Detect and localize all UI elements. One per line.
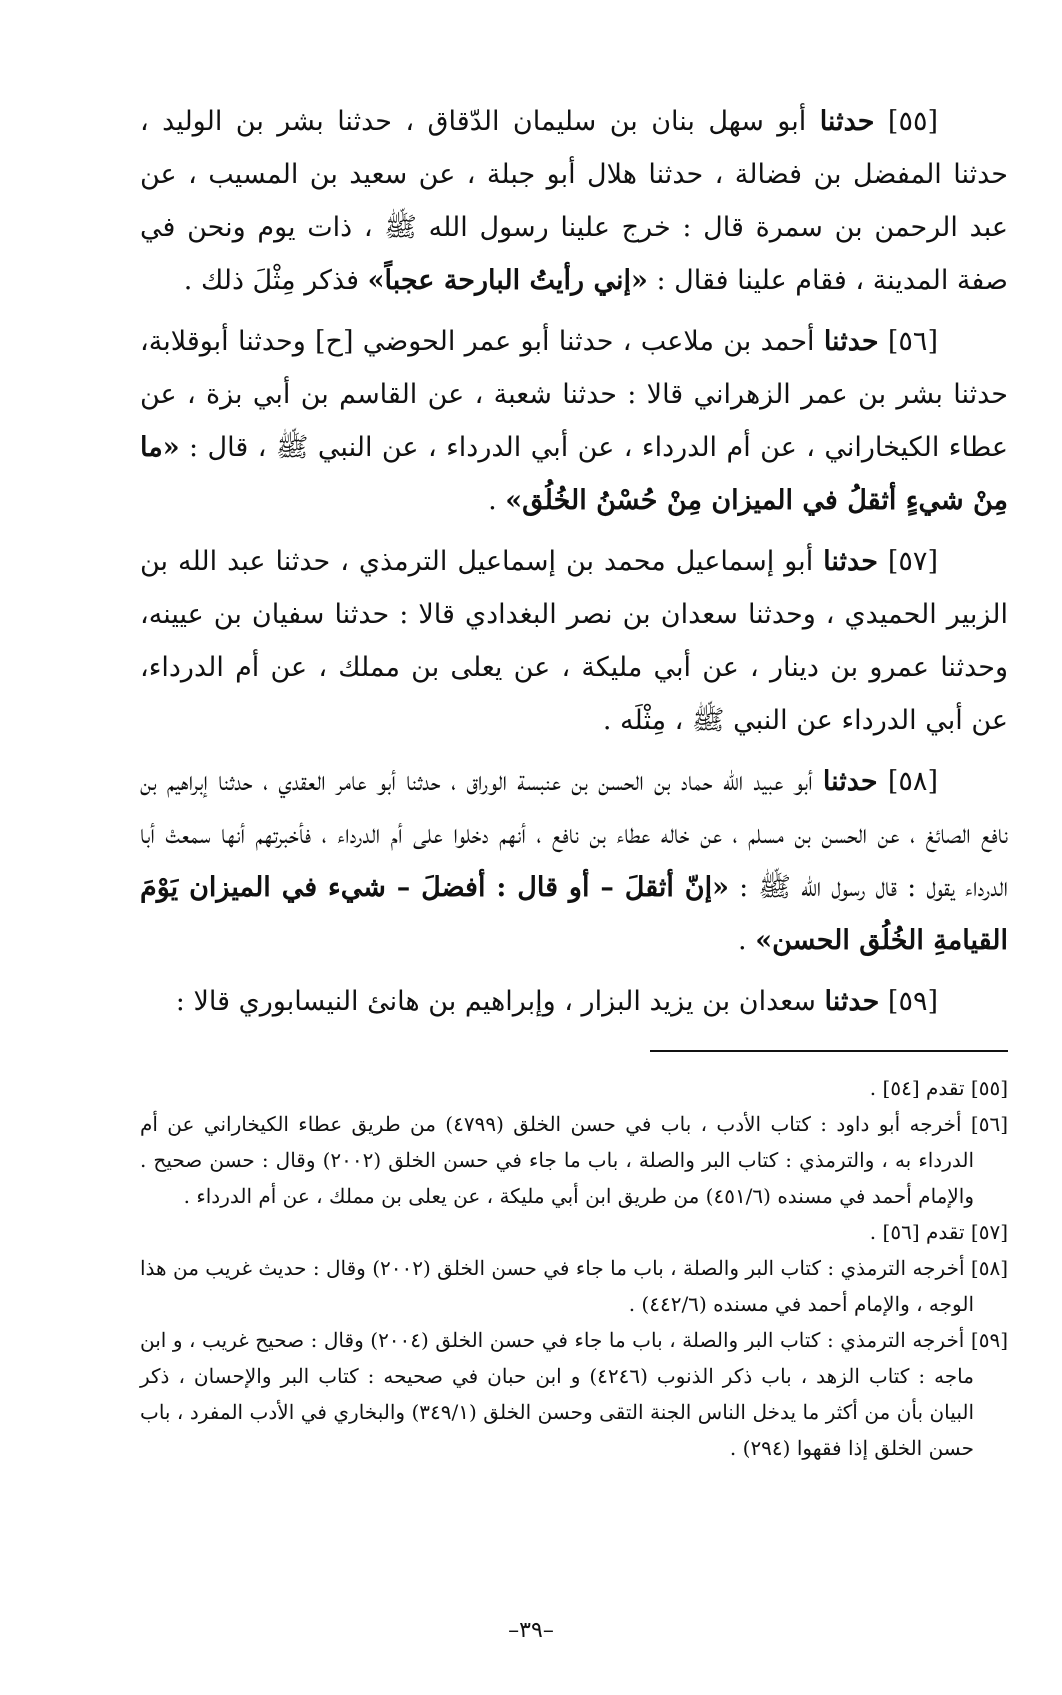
hadith-text: أبو إسماعيل محمد بن إسماعيل الترمذي ، حدثنا عبد الله بن الزبير الحميدي ، وحدثنا سعدان بن نصر البغدادي قالا : حدثنا سفيان بن عيينه، وحدثنا عمرو بن دينار ، عن أبي مليكة ، عن يعلى بن مملك ، عن أم الدرداء، عن أبي الدرداء عن النبي ﷺ ، مِثْلَه . (140, 546, 1008, 736)
hadith-saying: «إنّ أثقلَ – أو قال : أفضلَ – شيء في الميزان يَوْمَ القيامةِ الخُلُق الحسن» (140, 872, 1008, 956)
hadith-text: أبو سهل بنان بن سليمان الدّقاق ، حدثنا بشر بن الوليد ، حدثنا المفضل بن فضالة ، حدثنا هلال أبو جبلة ، عن سعيد بن المسيب ، عن عبد الرحمن بن سمرة قال : خرج علينا رسول الله ﷺ ، ذات يوم ونحن في صفة المدينة ، فقام علينا فقال : (140, 106, 1008, 296)
hadith-lead: حدثنا (823, 546, 878, 577)
hadith-number: [٥٥] (887, 106, 939, 137)
footnote-55: [٥٥] تقدم [٥٤] . (869, 1076, 1008, 1100)
main-text (140, 95, 1008, 1036)
footnotes (140, 1070, 1008, 1466)
hadith-tail: فذكر مِثْلَ ذلك . (183, 265, 360, 296)
hadith-number: [٥٨] (887, 766, 938, 797)
hadith-text: أحمد بن ملاعب ، حدثنا أبو عمر الحوضي [ح] وحدثنا أبوقلابة، حدثنا بشر بن عمر الزهراني قالا : حدثنا شعبة ، عن القاسم بن أبي بزة ، عن عطاء الكيخاراني ، عن أم الدرداء ، عن أبي الدرداء ، عن النبي ﷺ ، قال : (140, 326, 1008, 463)
hadith-text: سعدان بن يزيد البزار ، وإبراهيم بن هانئ النيسابوري قالا : (175, 986, 816, 1017)
hadith-58 (140, 755, 1008, 967)
footnote-59: [٥٩] أخرجه الترمذي : كتاب البر والصلة ، باب ما جاء في حسن الخلق (٢٠٠٤) وقال : صحيح غريب ، و ابن ماجه : كتاب الزهد ، باب ذكر الذنوب (٤٢٤٦) و ابن حبان في صحيحه : كتاب البر والإحسان ، ذكر البيان بأن من أكثر ما يدخل الناس الجنة التقى وحسن الخلق (٣٤٩/١) والبخاري في الأدب المفرد ، باب حسن الخلق إذا فقهوا (٢٩٤) . (140, 1328, 1008, 1460)
hadith-number: [٥٧] (887, 546, 938, 577)
hadith-lead: حدثنا (822, 766, 878, 797)
hadith-tail: . (738, 925, 747, 956)
footnote-separator (650, 1050, 1008, 1052)
hadith-lead: حدثنا (819, 106, 875, 137)
footnote-56: [٥٦] أخرجه أبو داود : كتاب الأدب ، باب في حسن الخلق (٤٧٩٩) من طريق عطاء الكيخاراني عن أم الدرداء به ، والترمذي : كتاب البر والصلة ، باب ما جاء في حسن الخلق (٢٠٠٢) وقال : حسن صحيح . والإمام أحمد في مسنده (٤٥١/٦) من طريق ابن أبي مليكة ، عن يعلى بن مملك ، عن أم الدرداء . (140, 1112, 1008, 1208)
hadith-59 (140, 975, 1008, 1028)
hadith-text: أبو عبيد الله حماد بن الحسن بن عنبسة الوراق ، حدثنا أبو عامر العقدي ، حدثنا إبراهيم بن نافع الصائغ ، عن الحسن بن مسلم ، عن خاله عطاء بن نافع ، أنهم دخلوا على أم الدرداء ، فأخبرتهم أنها سمعتْ أبا الدرداء يقول : قال رسول الله ﷺ : (140, 766, 1008, 903)
hadith-tail: . (488, 485, 497, 516)
hadith-lead: حدثنا (824, 986, 880, 1017)
hadith-number: [٥٩] (887, 986, 938, 1017)
footnote-57: [٥٧] تقدم [٥٦] . (869, 1220, 1008, 1244)
hadith-55 (140, 95, 1008, 307)
hadith-saying: «إني رأيتُ البارحة عجباً» (367, 265, 648, 296)
footnote-58: [٥٨] أخرجه الترمذي : كتاب البر والصلة ، باب ما جاء في حسن الخلق (٢٠٠٢) وقال : حديث غريب من هذا الوجه ، والإمام أحمد في مسنده (٤٤٢/٦) . (140, 1256, 1008, 1316)
page-number: –٣٩– (508, 1618, 554, 1643)
hadith-lead: حدثنا (823, 326, 879, 357)
hadith-saying: «ما مِنْ شيءٍ أثقلُ في الميزان مِنْ حُسْنُ الخُلُق» (140, 432, 1008, 516)
hadith-57 (140, 535, 1008, 747)
hadith-number: [٥٦] (887, 326, 938, 357)
hadith-56 (140, 315, 1008, 527)
